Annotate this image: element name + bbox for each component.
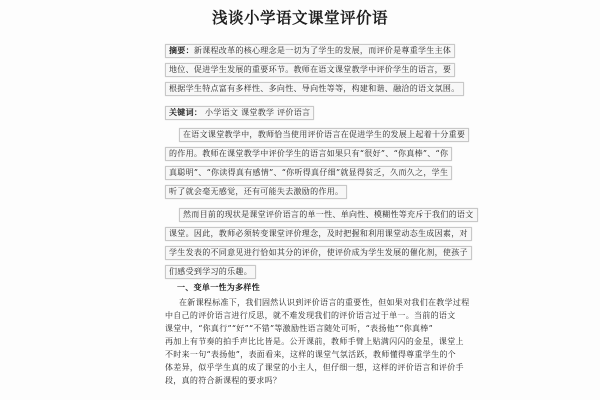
paragraph-line: 们感受到学习的乐趣。 xyxy=(165,265,256,279)
paragraph-line: 在新课程标准下，我们固然认识到评价语言的重要性，但如果对我们在教学过程 xyxy=(179,298,470,307)
paragraph-line: 然而目前的现状是课堂评价语言的单一性、单向性、模糊性等充斥于我们的语文 xyxy=(179,208,478,222)
paragraph-line: 中自己的评价语言进行反思，就不难发现我们的评价语言过于单一。当前的语文 xyxy=(165,311,456,320)
paragraph-line: 的作用。教师在课堂教学中评价学生的语言如果只有“很好”、“你真棒”、“你 xyxy=(165,147,452,161)
paragraph-3 xyxy=(165,298,470,386)
document-title: 浅谈小学语文课堂评价语 xyxy=(211,9,388,27)
paragraph-line: 在语文课堂教学中，教师恰当使用评价语言在促进学生的发展上起着十分重要 xyxy=(179,128,469,142)
paragraph-line: 真聪明”、“你读得真有感情”、“你听得真仔细”就显得贫乏，久而久之，学生 xyxy=(165,166,452,180)
abstract-line: 根据学生特点富有多样性、多向性、导向性等等，构建和谐、融洽的语文氛围。 xyxy=(165,82,464,96)
abstract-line: 地位、促进学生发展的重要环节。教师在语文课堂教学中评价学生的语言，要 xyxy=(165,63,455,77)
paragraph-1 xyxy=(165,128,466,196)
paragraph-line: 学生发表的不同意见进行恰如其分的评价，使评价成为学生发展的催化剂，使孩子 xyxy=(165,246,472,260)
abstract-line: 新课程改革的核心理念是一切为了学生的发展，而评价是尊重学生主体 xyxy=(193,46,452,55)
paragraph-line: 再加上有节奏的拍手声比比皆是。公开课前，教师手臂上贴满闪闪的金星，课堂上 xyxy=(165,337,464,346)
abstract-label: 摘要： xyxy=(169,46,194,55)
paragraph-line: 课堂。因此，教师必须转变课堂评价理念，及时把握和利用课堂动态生成因素，对 xyxy=(165,227,472,241)
paragraph-line: 不时来一句“表扬他”，表面看来，这样的课堂气氛活跃，教师懂得尊重学生的个 xyxy=(165,350,456,359)
keywords-label: 关键词： xyxy=(169,108,203,117)
paragraph-line: 课堂中，“你真行”“好”“不错”等激励性语言随处可听，“表扬他”“你真棒” xyxy=(165,324,433,333)
paragraph-line: 听了就会毫无感觉，还有可能失去激励的作用。 xyxy=(165,185,347,199)
paragraph-line: 体差异，似乎学生真的成了课堂的小主人，但仔细一想，这样的评价语言和评价手 xyxy=(165,363,464,372)
keywords-block xyxy=(165,106,441,116)
section-heading xyxy=(165,283,441,293)
paragraph-2 xyxy=(165,208,474,276)
abstract-block xyxy=(165,44,460,93)
keywords-text: 小学语文 课堂教学 评价语言 xyxy=(205,108,311,117)
paragraph-line: 段，真的符合新课程的要求吗？ xyxy=(165,376,282,385)
section-title: 一、变单一性为多样性 xyxy=(177,283,260,292)
